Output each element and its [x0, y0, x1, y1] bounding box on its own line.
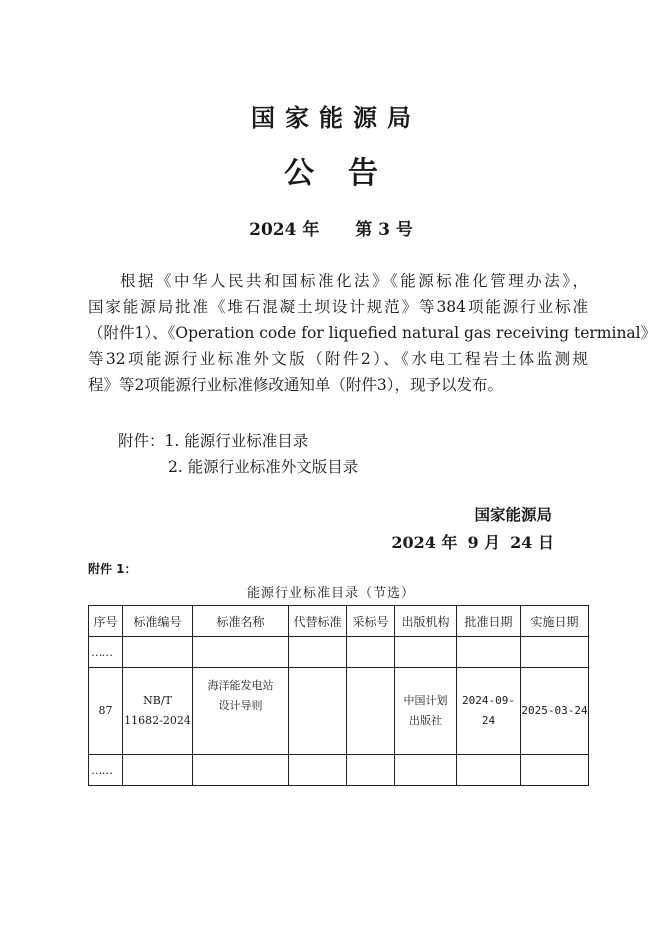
name-line: 海洋能发电站 — [207, 679, 274, 692]
name-line: 设计导则 — [218, 699, 263, 712]
table-row — [89, 637, 589, 668]
issuer-signature: 国家能源局 — [474, 505, 552, 524]
issue-date-year: 2024 年 — [391, 533, 458, 552]
attachment-item-text: 2. 能源行业标准外文版目录 — [168, 458, 359, 476]
adopt-cell — [347, 668, 395, 755]
document-title: 公告 — [284, 156, 412, 191]
issue-date — [391, 530, 554, 553]
replace-cell — [289, 668, 347, 755]
body-line: 程》等2项能源行业标准修改通知单（附件3），现予以发布。 — [88, 376, 503, 394]
column-header: 批准日期 — [457, 606, 521, 637]
code-cell — [123, 668, 193, 755]
announcement-body — [88, 268, 657, 398]
code-line: NB/T — [143, 694, 172, 707]
column-header: 实施日期 — [521, 606, 589, 637]
seq-cell: 87 — [89, 668, 123, 755]
issue-date-day: 24 日 — [510, 533, 554, 552]
doc-number-text: 第 3 号 — [355, 220, 413, 240]
ellipsis-cell: …… — [89, 637, 123, 668]
table-title: 能源行业标准目录（节选） — [246, 586, 415, 601]
attachment-item-text: 1. 能源行业标准目录 — [164, 432, 309, 450]
doc-year-char: 年 — [302, 220, 320, 240]
code-line: 11682-2024 — [124, 714, 191, 727]
column-header: 采标号 — [347, 606, 395, 637]
body-line: 根据《中华人民共和国标准化法》《能源标准化管理办法》， — [120, 272, 588, 290]
doc-year: 2024 — [249, 220, 297, 240]
publisher-cell — [395, 668, 457, 755]
attachment-item-2 — [168, 454, 358, 480]
publisher-line: 中国计划 — [403, 694, 448, 707]
agency-heading: 国家能源局 — [251, 104, 421, 132]
publisher-line: 出版社 — [409, 714, 442, 727]
effective-date-cell: 2025-03-24 — [521, 668, 589, 755]
document-number — [0, 215, 662, 240]
standards-table — [88, 605, 589, 786]
attachment-item-1 — [118, 428, 308, 454]
body-line: 国家能源局批准《堆石混凝土坝设计规范》等384项能源行业标准 — [88, 298, 588, 316]
column-header: 序号 — [89, 606, 123, 637]
column-header: 代替标准 — [289, 606, 347, 637]
table-header-row — [89, 606, 589, 637]
attachments-label: 附件： — [118, 432, 165, 450]
ellipsis-cell: …… — [89, 755, 123, 786]
appendix-label: 附件 1： — [88, 562, 137, 576]
body-line: 等32项能源行业标准外文版（附件2）、《水电工程岩土体监测规 — [88, 350, 588, 368]
table-row — [89, 755, 589, 786]
column-header: 出版机构 — [395, 606, 457, 637]
approve-date-cell: 2024-09-24 — [457, 668, 521, 755]
body-line: （附件1）、《Operation code for liquefied natural gas receiving terminal》 — [88, 324, 657, 342]
issue-date-month: 9 月 — [467, 533, 501, 552]
column-header: 标准编号 — [123, 606, 193, 637]
name-cell — [193, 668, 289, 755]
table-row — [89, 668, 589, 755]
column-header: 标准名称 — [193, 606, 289, 637]
